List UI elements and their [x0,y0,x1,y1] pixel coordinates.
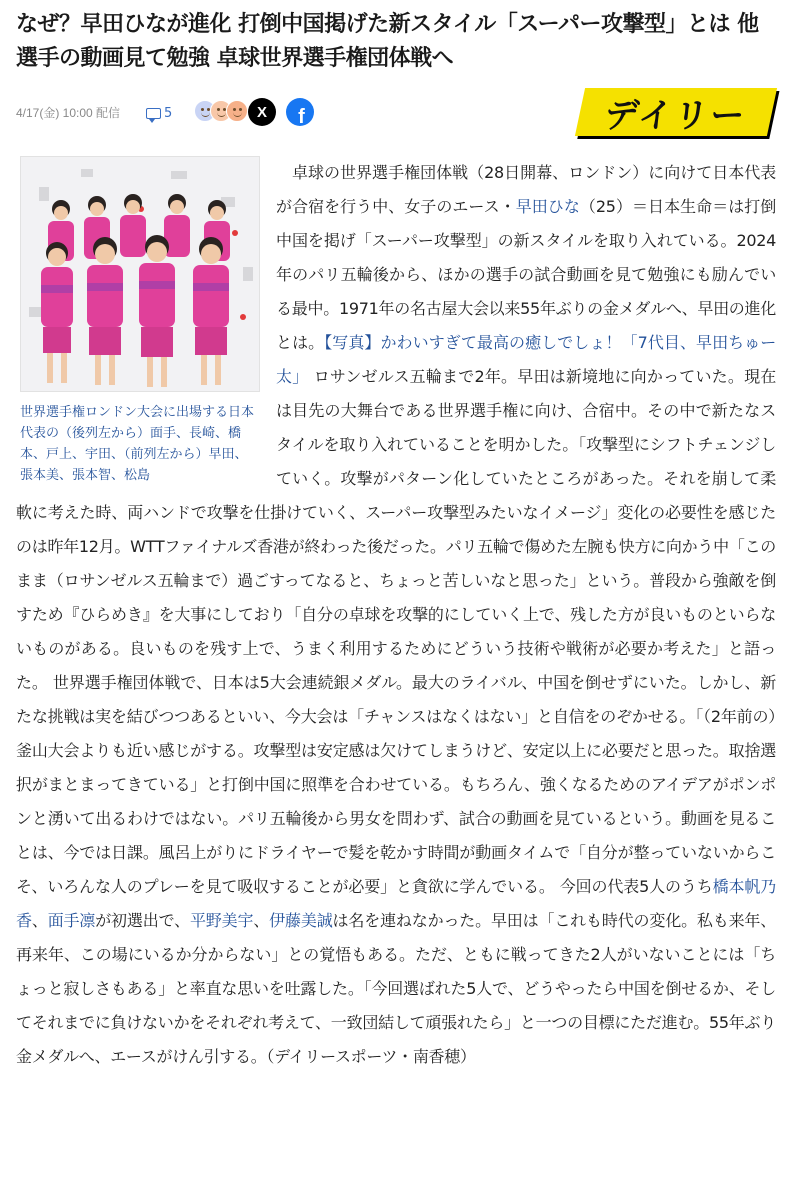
body-text: は名を連ねなかった。早田は「これも時代の変化。私も来年、再来年、この場にいるか分からない」との覚悟もある。ただ、ともに戦ってきた2人がいないことには「ちょっと寂しさもある」と率直な思いを吐露した。「今回選ばれた5人で、どうやったら中国を倒せるか、そしてそれまでに負けないかをそれぞれ考えて、一致団結して頑張れたら」と一つの目標にただ進む。55年ぶり金メダルへ、エースがけん引する。（デイリースポーツ・南香穂） [16,911,776,1066]
body-text: （25）＝日本生命＝は打倒中国を掲げ「スーパー攻撃型」の新スタイルを取り入れている。2024年のパリ五輪後から、ほかの選手の試合動画を見て勉強にも励んでいる最中。1971年の名古屋大会以来55年ぶりの金メダルへ、早田の進化とは。 [276,197,776,352]
comment-icon [146,108,161,119]
link-ito-mima[interactable]: 伊藤美誠 [269,911,333,930]
daily-sports-logo[interactable] [575,88,777,136]
reaction-face-icon [226,100,248,122]
facebook-icon: f [298,106,305,126]
link-hirano-miu[interactable]: 平野美宇 [189,911,254,930]
link-photo-gallery[interactable]: 【写真】かわいすぎて最高の癒しでしょ！「7代目、早田ちゅー太」 [276,333,777,386]
share-x-button[interactable]: X [248,98,276,126]
share-facebook-button[interactable] [286,98,314,126]
article-content [16,156,776,1074]
photo-caption: 世界選手権ロンドン大会に出場する日本代表の（後列左から）面手、長崎、橋本、戸上、宇田、（前列左から）早田、張本美、張本智、松島 [20,405,255,483]
link-hayata-hina[interactable]: 早田ひな [515,197,580,216]
logo-text: デイリー [602,95,749,136]
body-text: 、 [31,911,48,930]
link-hashimoto-honoka[interactable]: 橋本帆乃香 [16,877,776,930]
article-figure [20,156,260,486]
body-text: ロサンゼルス五輪まで2年。早田は新境地に向かっていた。現在は目先の大舞台である世界選手権に向け、合宿中。その中で新たなスタイルを取り入れていることを明かした。「攻撃型にシフトチェンジしていく。攻撃がパターン化していたところがあった。それを崩して柔軟に考えた時、両ハンドで攻撃を仕掛けていく、スーパー攻撃型みたいなイメージ」変化の必要性を感じたのは昨年12月。WTTファイナルズ香港が終わった後だった。パリ五輪で傷めた左腕も快方に向かう中「このまま（ロサンゼルス五輪まで）過ごすってなると、ちょっと苦しいなと思った」という。普段から強敵を倒すため『ひらめき』を大事にしており「自分の卓球を攻撃的にしていく上で、残した方が良いものといらないものがある。良いものを残す上で、うまく利用するためにどういう技術や戦術が必要か考えた」と語った。 世界選手権団体戦で、日本は5大会連続銀メダル。最大のライバル、中国を倒せずにいた。しかし、新たな挑戦は実を結びつつあるといい、今大会は「チャンスはなくはない」と自信をのぞかせる。「（2年前の）釜山大会よりも近い感じがする。攻撃型は安定感は欠けてしまうけど、安定以上に必要だと思った。取捨選択がまとまってきている」と打倒中国に照準を合わせている。もちろん、強くなるためのアイデアがポンポンと湧いて出るわけではない。パリ五輪後から男女を問わず、試合の動画を見ているという。動画を見ることは、今では日課。風呂上がりにドライヤーで髪を乾かす時間が動画タイムで「自分が整っていないからこそ、いろんな人のプレーを見て吸収することが必要」と貪欲に学んでいる。 今回の代表5人のうち [16,367,776,896]
publish-date: 4/17(金) 10:00 配信 [16,106,121,120]
article-headline: なぜ？早田ひなが進化 打倒中国掲げた新スタイル「スーパー攻撃型」とは 他選手の動画見て勉強 卓球世界選手権団体戦へ [16,12,759,71]
link-omote-rin[interactable]: 面手凛 [47,911,96,930]
body-text: 、 [253,911,270,930]
body-text: が初選出で、 [95,911,190,930]
comment-count: 5 [164,105,173,121]
team-photo-illustration [21,157,260,392]
comment-count-link[interactable] [146,103,172,123]
body-text: 卓球の世界選手権団体戦（28日開幕、ロンドン）に向けて日本代表が合宿を行う中、女子のエース・ [276,163,777,216]
team-photo[interactable] [20,156,260,392]
